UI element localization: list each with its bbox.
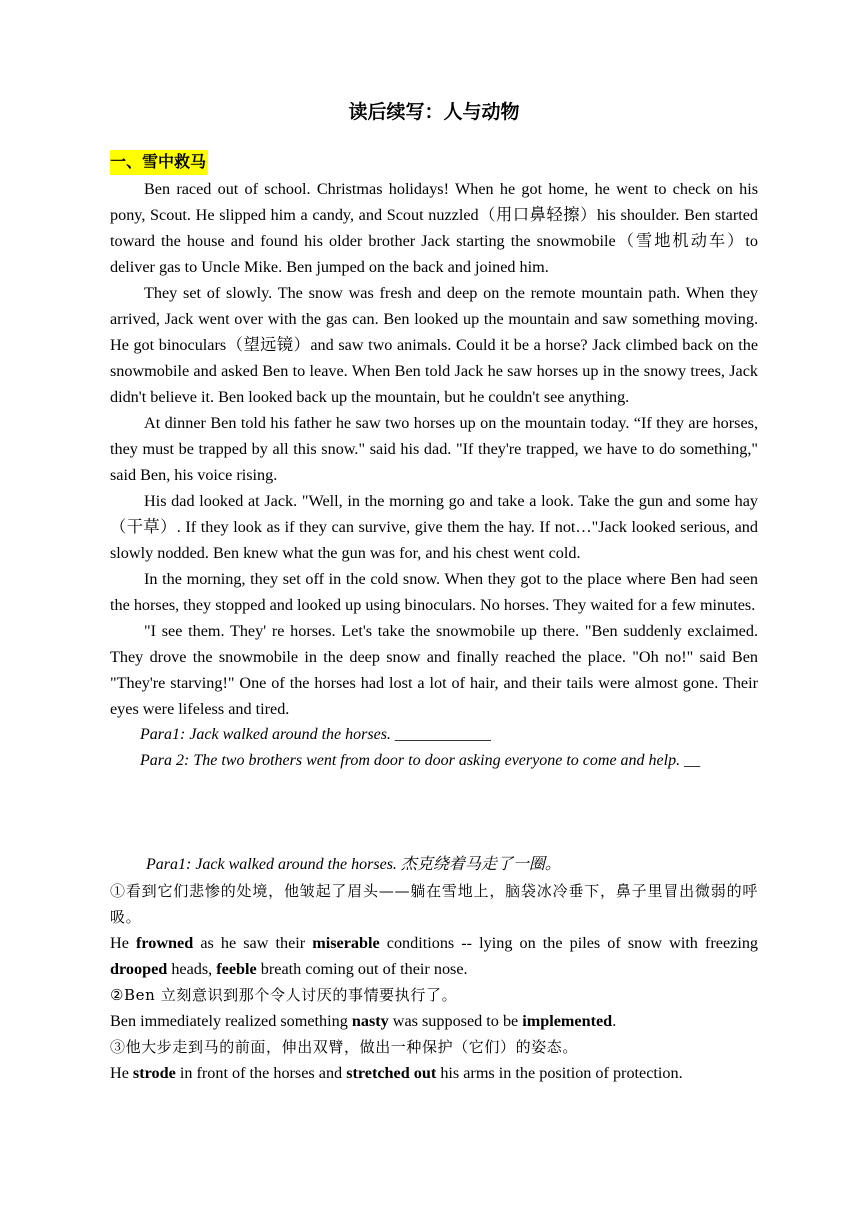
story-paragraph-2: They set of slowly. The snow was fresh and deep on the remote mountain path. When they arrived, Jack went over with the gas can. Ben looked up the mountain and saw something moving. He got binoculars（望远镜）and saw two animals. Could it be a horse? Jack climbed back on the snowmobile and asked Ben to leave. When Ben told Jack he saw horses up in the snowy trees, Jack didn't believe it. Ben looked back up the mountain, but he couldn't see anything. [110, 284, 758, 406]
continuation-prompt-1: Para1: Jack walked around the horses. ____________ [140, 726, 491, 743]
answer-item-3-chinese: ③他大步走到马的前面，伸出双臂，做出一种保护（它们）的姿态。 [110, 1038, 579, 1056]
text-run: in front of the horses and [175, 1064, 347, 1082]
keyword: frowned [135, 934, 194, 952]
keyword: miserable [312, 934, 380, 952]
section-heading: 一、雪中救马 [110, 150, 208, 175]
story-paragraph-1: Ben raced out of school. Christmas holidays! When he got home, he went to check on his pony, Scout. He slipped him a candy, and Scout nuzzled（用口鼻轻擦）his shoulder. Ben started toward the house and found his older brother Jack starting the snowmobile（雪地机动车）to deliver gas to Uncle Mike. Ben jumped on the back and joined him. [110, 180, 758, 276]
answer-item-1-chinese: ①看到它们悲惨的处境，他皱起了眉头——躺在雪地上，脑袋冰冷垂下，鼻子里冒出微弱的呼吸。 [110, 882, 758, 926]
page-title: 读后续写：人与动物 [348, 101, 520, 123]
keyword: nasty [351, 1012, 389, 1030]
story-paragraph-5: In the morning, they set off in the cold snow. When they got to the place where Ben had seen the horses, they stopped and looked up using binoculars. No horses. They waited for a few minutes. [110, 570, 758, 614]
text-run: Ben immediately realized something [110, 1012, 352, 1030]
text-run: He [110, 1064, 133, 1082]
text-run: as he saw their [193, 934, 313, 952]
text-run: breath coming out of their nose. [256, 960, 468, 978]
keyword: drooped [110, 960, 168, 978]
text-run: heads, [167, 960, 217, 978]
keyword: stretched out [346, 1064, 437, 1082]
story-paragraph-3: At dinner Ben told his father he saw two horses up on the mountain today. “If they are horses, they must be trapped by all this snow." said his dad. "If they're trapped, we have to do something," said Ben, his voice rising. [110, 414, 758, 484]
sample-answer [110, 852, 758, 1086]
answer-item-2-chinese: ②Ben 立刻意识到那个令人讨厌的事情要执行了。 [110, 986, 458, 1004]
answer-item-2-english [110, 1008, 758, 1034]
text-run: He [110, 934, 136, 952]
story-text [110, 176, 758, 774]
answer-item-3-english [110, 1060, 758, 1086]
text-run: his arms in the position of protection. [436, 1064, 683, 1082]
story-paragraph-4: His dad looked at Jack. "Well, in the morning go and take a look. Take the gun and some hay（干草）. If they look as if they can survive, give them the hay. If not…"Jack looked serious, and slowly nodded. Ben knew what the gun was for, and his chest went cold. [110, 492, 758, 562]
keyword: implemented [522, 1012, 613, 1030]
continuation-prompt-2: Para 2: The two brothers went from door to door asking everyone to come and help. __ [140, 752, 701, 769]
keyword: feeble [216, 960, 257, 978]
answer-item-1-english [110, 930, 758, 982]
story-paragraph-6: "I see them. They' re horses. Let's take the snowmobile up there. "Ben suddenly exclaimed. They drove the snowmobile in the deep snow and finally reached the place. "Oh no!" said Ben "They're starving!" One of the horses had lost a lot of hair, and their tails were almost gone. Their eyes were lifeless and tired. [110, 622, 758, 718]
keyword: strode [132, 1064, 176, 1082]
text-run: was supposed to be [388, 1012, 523, 1030]
text-run: . [612, 1012, 617, 1030]
text-run: conditions -- lying on the piles of snow with freezing [379, 934, 759, 952]
answer-heading: Para1: Jack walked around the horses. 杰克绕着马走了一圈。 [146, 856, 561, 873]
